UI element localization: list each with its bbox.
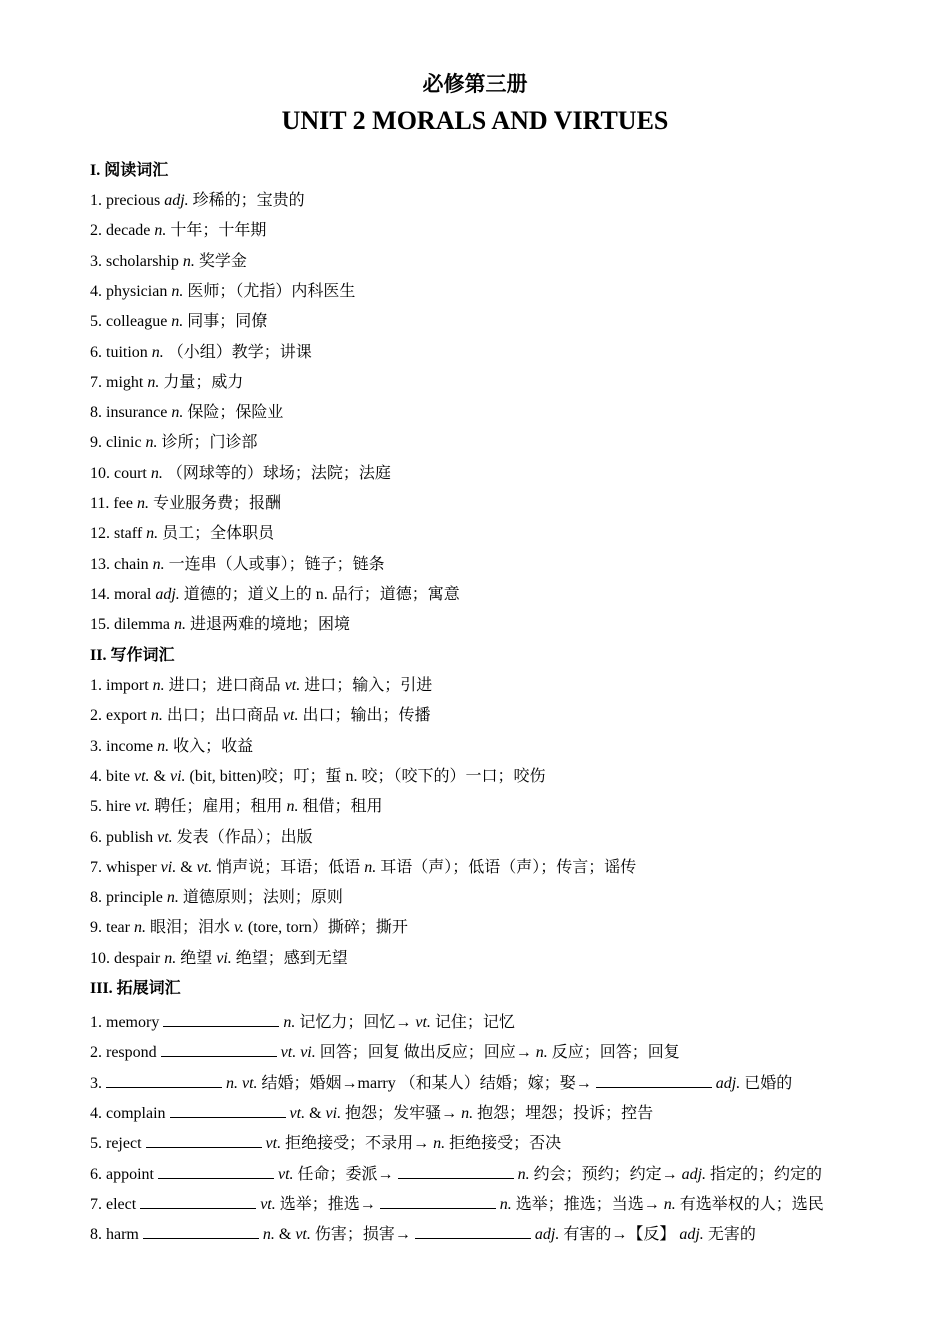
definition: 记住；记忆 bbox=[434, 1014, 515, 1031]
item-number: 2. bbox=[90, 707, 102, 725]
fill-in-blank[interactable] bbox=[106, 1071, 222, 1088]
vocab-item bbox=[90, 676, 432, 696]
section-heading-reading: I. 阅读词汇 bbox=[90, 162, 169, 179]
definition: 一连串（人或事）；链子；链条 bbox=[168, 555, 385, 573]
part-of-speech: n. bbox=[262, 1226, 275, 1244]
vocab-word: publish bbox=[106, 828, 154, 846]
fill-in-blank[interactable] bbox=[596, 1071, 712, 1088]
definition: 诊所；门诊部 bbox=[161, 434, 258, 452]
fill-in-blank[interactable] bbox=[415, 1222, 531, 1239]
vocab-item bbox=[90, 918, 408, 938]
part-of-speech: adj. bbox=[681, 1165, 707, 1183]
vocab-item bbox=[90, 1071, 792, 1094]
part-of-speech: adj. bbox=[164, 192, 189, 209]
definition: 员工；全体职员 bbox=[162, 525, 275, 543]
item-number: 7. bbox=[90, 858, 102, 876]
part-of-speech: n. bbox=[226, 1074, 238, 1092]
part-of-speech: n. bbox=[283, 1014, 296, 1031]
vocab-word: scholarship bbox=[106, 252, 179, 270]
part-of-speech: vt. bbox=[282, 707, 299, 725]
part-of-speech: vt. bbox=[157, 828, 173, 846]
part-of-speech: vt. bbox=[134, 798, 151, 816]
vocab-item bbox=[90, 1040, 680, 1063]
definition: 力量；威力 bbox=[163, 373, 244, 391]
part-of-speech: n. bbox=[182, 252, 195, 270]
conjunction: & bbox=[180, 858, 193, 876]
definition: 选举；推选→ bbox=[279, 1195, 376, 1213]
conjunction: & bbox=[153, 767, 166, 785]
vocab-item bbox=[90, 524, 274, 544]
part-of-speech: vt. bbox=[289, 1104, 306, 1122]
vocab-item bbox=[90, 1162, 822, 1185]
definition: 反应；回答；回复 bbox=[551, 1044, 680, 1062]
vocab-item bbox=[90, 403, 283, 423]
vocab-item bbox=[90, 191, 305, 211]
vocab-word: insurance bbox=[106, 404, 168, 422]
fill-in-blank[interactable] bbox=[158, 1162, 274, 1179]
part-of-speech: adj. bbox=[155, 585, 180, 603]
vocab-word: precious bbox=[106, 192, 161, 209]
part-of-speech: vt. bbox=[242, 1074, 258, 1092]
vocab-word: chain bbox=[114, 555, 149, 573]
item-number: 8. bbox=[90, 404, 102, 422]
conjunction: & bbox=[278, 1226, 292, 1244]
vocab-word: hire bbox=[106, 798, 131, 816]
definition: 进口；进口商品 bbox=[168, 677, 281, 694]
part-of-speech: vt. bbox=[295, 1226, 311, 1244]
vocab-word: staff bbox=[114, 525, 143, 543]
part-of-speech: vi. bbox=[160, 858, 177, 876]
item-number: 2. bbox=[90, 1044, 102, 1062]
part-of-speech: vt. bbox=[196, 858, 213, 876]
definition: 无害的 bbox=[707, 1226, 756, 1244]
definition: 悄声说；耳语；低语 bbox=[216, 858, 361, 876]
item-number: 8. bbox=[90, 1226, 102, 1244]
unit-title: UNIT 2 MORALS AND VIRTUES bbox=[281, 106, 669, 135]
fill-in-blank[interactable] bbox=[170, 1101, 286, 1118]
item-number: 12. bbox=[90, 525, 110, 543]
vocab-item bbox=[90, 1101, 653, 1124]
vocab-word: clinic bbox=[106, 434, 142, 452]
item-number: 10. bbox=[90, 949, 110, 967]
book-title: 必修第三册 bbox=[422, 72, 528, 96]
vocab-item bbox=[90, 1010, 515, 1033]
part-of-speech: n. bbox=[150, 464, 163, 482]
part-of-speech: n. bbox=[152, 555, 165, 573]
part-of-speech: adj. bbox=[679, 1226, 704, 1244]
definition: 进退两难的境地；困境 bbox=[189, 616, 350, 634]
definition: 收入；收益 bbox=[173, 737, 254, 755]
definition: 已婚的 bbox=[744, 1074, 793, 1092]
part-of-speech: n. bbox=[150, 707, 163, 725]
item-number: 13. bbox=[90, 555, 110, 573]
definition: 十年；十年期 bbox=[170, 222, 267, 240]
item-number: 9. bbox=[90, 919, 102, 937]
part-of-speech: vt. bbox=[415, 1014, 431, 1031]
part-of-speech: n. bbox=[499, 1195, 512, 1213]
part-of-speech: n. bbox=[517, 1165, 530, 1183]
part-of-speech: n. bbox=[663, 1195, 676, 1213]
fill-in-blank[interactable] bbox=[163, 1010, 279, 1027]
conjunction: & bbox=[309, 1104, 322, 1122]
part-of-speech: adj. bbox=[715, 1074, 741, 1092]
vocab-item bbox=[90, 312, 267, 332]
part-of-speech: n. bbox=[145, 434, 158, 452]
part-of-speech: n. bbox=[286, 798, 299, 816]
item-number: 8. bbox=[90, 889, 102, 907]
part-of-speech: n. bbox=[164, 949, 177, 967]
part-of-speech: vi. bbox=[300, 1044, 316, 1062]
vocab-item bbox=[90, 767, 546, 787]
definition: 眼泪；泪水 bbox=[149, 919, 230, 937]
part-of-speech: vi. bbox=[170, 767, 186, 785]
item-number: 3. bbox=[90, 737, 102, 755]
definition: （小组）教学；讲课 bbox=[167, 343, 312, 361]
definition: 租借；租用 bbox=[302, 798, 383, 816]
part-of-speech: n. bbox=[136, 495, 149, 512]
part-of-speech: n. bbox=[535, 1044, 548, 1062]
definition: 道德的；道义上的 n. 品行；道德；寓意 bbox=[183, 585, 460, 603]
part-of-speech: n. bbox=[171, 404, 184, 422]
definition: 奖学金 bbox=[198, 252, 247, 270]
part-of-speech: n. bbox=[151, 343, 164, 361]
definition: （网球等的）球场；法院；法庭 bbox=[166, 464, 391, 482]
part-of-speech: n. bbox=[133, 919, 146, 937]
vocab-item bbox=[90, 555, 385, 575]
vocab-word: harm bbox=[106, 1226, 139, 1244]
item-number: 10. bbox=[90, 464, 110, 482]
definition: 有选举权的人；选民 bbox=[679, 1195, 824, 1213]
item-number: 5. bbox=[90, 1135, 102, 1153]
vocab-word: principle bbox=[106, 889, 163, 907]
definition: 发表（作品）；出版 bbox=[176, 828, 313, 846]
vocab-word: appoint bbox=[106, 1165, 154, 1183]
definition: 约会；预约；约定→ bbox=[533, 1165, 678, 1183]
part-of-speech: n. bbox=[433, 1135, 446, 1153]
item-number: 1. bbox=[90, 1014, 102, 1031]
vocab-item bbox=[90, 949, 348, 969]
part-of-speech: n. bbox=[166, 889, 179, 907]
vocab-item bbox=[90, 252, 247, 272]
item-number: 4. bbox=[90, 282, 102, 300]
vocab-item bbox=[90, 373, 243, 393]
part-of-speech: n. bbox=[171, 313, 184, 331]
vocab-item bbox=[90, 797, 382, 817]
part-of-speech: n. bbox=[171, 282, 184, 300]
fill-in-blank[interactable] bbox=[380, 1192, 496, 1209]
part-of-speech: v. bbox=[234, 919, 244, 937]
fill-in-blank[interactable] bbox=[140, 1192, 256, 1209]
vocab-word: memory bbox=[106, 1014, 160, 1031]
vocab-item bbox=[90, 737, 253, 757]
part-of-speech: vt. bbox=[134, 767, 150, 785]
vocab-word: reject bbox=[106, 1135, 142, 1153]
definition: 抱怨；发牢骚→ bbox=[345, 1104, 458, 1122]
vocab-item bbox=[90, 494, 281, 514]
vocab-item bbox=[90, 858, 636, 878]
definition: 结婚；婚姻→marry bbox=[261, 1074, 396, 1092]
vocab-word: tear bbox=[106, 919, 130, 937]
item-number: 3. bbox=[90, 1074, 102, 1092]
definition: 选举；推选；当选→ bbox=[515, 1195, 660, 1213]
part-of-speech: n. bbox=[461, 1104, 474, 1122]
vocab-word: fee bbox=[113, 495, 133, 512]
item-number: 1. bbox=[90, 192, 102, 209]
part-of-speech: vi. bbox=[216, 949, 232, 967]
vocab-item bbox=[90, 1192, 824, 1215]
definition: 出口；出口商品 bbox=[166, 707, 279, 725]
fill-in-blank[interactable] bbox=[146, 1131, 262, 1148]
definition: 聘任；雇用；租用 bbox=[154, 798, 283, 816]
definition: 指定的；约定的 bbox=[710, 1165, 823, 1183]
vocab-word: moral bbox=[114, 585, 152, 603]
vocab-word: physician bbox=[106, 282, 168, 300]
vocab-item bbox=[90, 828, 313, 848]
definition: 任命；委派→ bbox=[297, 1165, 394, 1183]
vocab-item bbox=[90, 282, 355, 302]
vocab-word: tuition bbox=[106, 343, 148, 361]
definition: 有害的→【反】 bbox=[563, 1226, 676, 1244]
vocab-word: dilemma bbox=[114, 616, 170, 634]
vocab-word: might bbox=[106, 373, 144, 391]
definition: 出口；输出；传播 bbox=[302, 707, 431, 725]
part-of-speech: vt. bbox=[265, 1135, 282, 1153]
definition: 道德原则；法则；原则 bbox=[182, 889, 343, 907]
definition: 珍稀的；宝贵的 bbox=[192, 192, 305, 209]
item-number: 4. bbox=[90, 1104, 102, 1122]
definition: 伤害；损害→ bbox=[314, 1226, 411, 1244]
part-of-speech: adj. bbox=[534, 1226, 560, 1244]
part-of-speech: vi. bbox=[325, 1104, 342, 1122]
definition: 进口；输入；引进 bbox=[304, 677, 433, 694]
vocab-item bbox=[90, 615, 350, 635]
item-number: 5. bbox=[90, 798, 102, 816]
section-heading-extended: III. 拓展词汇 bbox=[90, 980, 181, 997]
vocab-item bbox=[90, 464, 391, 484]
vocab-word: elect bbox=[106, 1195, 137, 1213]
definition: 专业服务费；报酬 bbox=[152, 495, 281, 512]
definition: 拒绝接受；否决 bbox=[449, 1135, 562, 1153]
vocab-item bbox=[90, 888, 343, 908]
part-of-speech: vt. bbox=[280, 1044, 297, 1062]
vocab-item bbox=[90, 585, 460, 605]
item-number: 6. bbox=[90, 343, 102, 361]
vocab-word: bite bbox=[106, 767, 130, 785]
vocab-word: import bbox=[106, 677, 149, 694]
definition: （和某人）结婚；嫁；娶→ bbox=[399, 1074, 592, 1092]
vocab-word: colleague bbox=[106, 313, 168, 331]
item-number: 7. bbox=[90, 1195, 102, 1213]
definition: 回答；回复 bbox=[319, 1044, 400, 1062]
definition: 耳语（声）；低语（声）；传言；谣传 bbox=[380, 858, 637, 876]
part-of-speech: n. bbox=[154, 222, 167, 240]
item-number: 11. bbox=[90, 495, 110, 512]
part-of-speech: n. bbox=[152, 677, 165, 694]
part-of-speech: n. bbox=[157, 737, 170, 755]
vocab-word: export bbox=[106, 707, 147, 725]
vocab-item bbox=[90, 221, 266, 241]
vocab-word: despair bbox=[114, 949, 161, 967]
definition: 拒绝接受；不录用→ bbox=[285, 1135, 430, 1153]
fill-in-blank[interactable] bbox=[143, 1222, 259, 1239]
vocab-item bbox=[90, 1131, 561, 1154]
part-of-speech: vt. bbox=[260, 1195, 276, 1213]
definition: 保险；保险业 bbox=[187, 404, 284, 422]
definition: 抱怨；埋怨；投诉；控告 bbox=[477, 1104, 654, 1122]
part-of-speech: vt. bbox=[284, 677, 301, 694]
item-number: 4. bbox=[90, 767, 102, 785]
vocab-item bbox=[90, 706, 430, 726]
vocab-word: complain bbox=[106, 1104, 166, 1122]
item-number: 15. bbox=[90, 616, 110, 634]
item-number: 6. bbox=[90, 828, 102, 846]
definition: 绝望 bbox=[180, 949, 213, 967]
item-number: 9. bbox=[90, 434, 102, 452]
fill-in-blank[interactable] bbox=[161, 1040, 277, 1057]
vocab-item bbox=[90, 1222, 756, 1245]
definition: 做出反应；回应→ bbox=[403, 1044, 532, 1062]
vocab-item bbox=[90, 433, 258, 453]
definition: 记忆力；回忆→ bbox=[299, 1014, 412, 1031]
item-number: 7. bbox=[90, 373, 102, 391]
vocab-word: court bbox=[114, 464, 147, 482]
definition: (bit, bitten)咬；叮；蜇 n. 咬；（咬下的）一口；咬伤 bbox=[189, 767, 546, 785]
definition: (tore, torn）撕碎；撕开 bbox=[247, 919, 408, 937]
vocab-word: decade bbox=[106, 222, 151, 240]
section-heading-writing: II. 写作词汇 bbox=[90, 647, 175, 664]
item-number: 3. bbox=[90, 252, 102, 270]
item-number: 1. bbox=[90, 677, 102, 694]
definition: 医师；（尤指）内科医生 bbox=[187, 282, 356, 300]
fill-in-blank[interactable] bbox=[398, 1162, 514, 1179]
vocab-word: respond bbox=[106, 1044, 157, 1062]
part-of-speech: n. bbox=[364, 858, 377, 876]
item-number: 5. bbox=[90, 313, 102, 331]
vocab-item bbox=[90, 343, 312, 363]
item-number: 6. bbox=[90, 1165, 102, 1183]
definition: 绝望；感到无望 bbox=[235, 949, 348, 967]
item-number: 14. bbox=[90, 585, 110, 603]
part-of-speech: n. bbox=[147, 373, 160, 391]
part-of-speech: n. bbox=[146, 525, 159, 543]
item-number: 2. bbox=[90, 222, 102, 240]
part-of-speech: vt. bbox=[278, 1165, 294, 1183]
vocab-word: whisper bbox=[106, 858, 157, 876]
definition: 同事；同僚 bbox=[187, 313, 268, 331]
vocab-word: income bbox=[106, 737, 154, 755]
part-of-speech: n. bbox=[173, 616, 186, 634]
